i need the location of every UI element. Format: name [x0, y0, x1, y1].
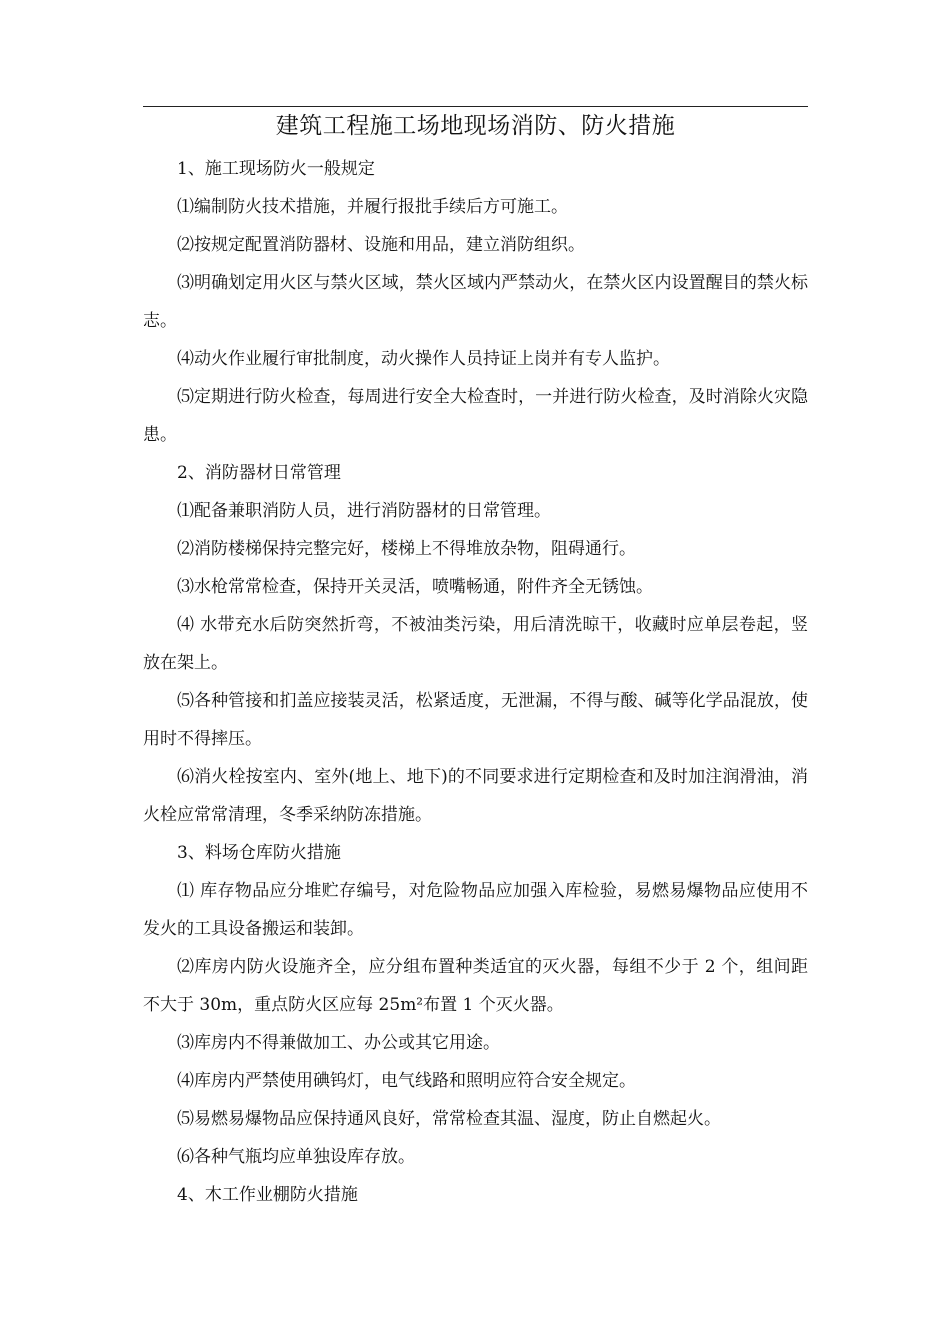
paragraph: ⑶库房内不得兼做加工、办公或其它用途。 [177, 1033, 500, 1053]
section-heading-4: 4、木工作业棚防火措施 [177, 1185, 358, 1205]
document-body [143, 150, 808, 1214]
paragraph: ⑶明确划定用火区与禁火区域，禁火区域内严禁动火，在禁火区内设置醒目的禁火标志。 [143, 273, 808, 331]
paragraph: ⑸各种管接和扪盖应接装灵活，松紧适度，无泄漏，不得与酸、碱等化学品混放，使用时不得摔压。 [143, 691, 808, 749]
paragraph: ⑷动火作业履行审批制度，动火操作人员持证上岗并有专人监护。 [177, 349, 670, 369]
section-heading-1: 1、施工现场防火一般规定 [177, 159, 375, 179]
paragraph: ⑷库房内严禁使用碘钨灯，电气线路和照明应符合安全规定。 [177, 1071, 636, 1091]
paragraph: ⑹消火栓按室内、室外(地上、地下)的不同要求进行定期检查和及时加注润滑油，消火栓应常常清理，冬季采纳防冻措施。 [143, 767, 808, 825]
paragraph: ⑴编制防火技术措施，并履行报批手续后方可施工。 [177, 197, 568, 217]
paragraph: ⑷ 水带充水后防突然折弯，不被油类污染，用后清洗晾干，收藏时应单层卷起，竖放在架上。 [143, 615, 808, 673]
paragraph: ⑸易燃易爆物品应保持通风良好，常常检查其温、湿度，防止自燃起火。 [177, 1109, 721, 1129]
paragraph: ⑴配备兼职消防人员，进行消防器材的日常管理。 [177, 501, 551, 521]
paragraph: ⑶水枪常常检查，保持开关灵活，喷嘴畅通，附件齐全无锈蚀。 [177, 577, 653, 597]
paragraph: ⑵按规定配置消防器材、设施和用品，建立消防组织。 [177, 235, 585, 255]
document-title: 建筑工程施工场地现场消防、防火措施 [275, 113, 676, 139]
paragraph: ⑸定期进行防火检查，每周进行安全大检查时，一并进行防火检查，及时消除火灾隐患。 [143, 387, 808, 445]
paragraph: ⑵消防楼梯保持完整完好，楼梯上不得堆放杂物，阻碍通行。 [177, 539, 636, 559]
header-rule [143, 106, 808, 107]
paragraph: ⑴ 库存物品应分堆贮存编号，对危险物品应加强入库检验，易燃易爆物品应使用不发火的工具设备搬运和装卸。 [143, 881, 808, 939]
paragraph: ⑵库房内防火设施齐全，应分组布置种类适宜的灭火器，每组不少于 2 个，组间距不大于 30m，重点防火区应每 25m²布置 1 个灭火器。 [143, 957, 808, 1015]
paragraph: ⑹各种气瓶均应单独设库存放。 [177, 1147, 415, 1167]
section-heading-2: 2、消防器材日常管理 [177, 463, 341, 483]
section-heading-3: 3、料场仓库防火措施 [177, 843, 341, 863]
